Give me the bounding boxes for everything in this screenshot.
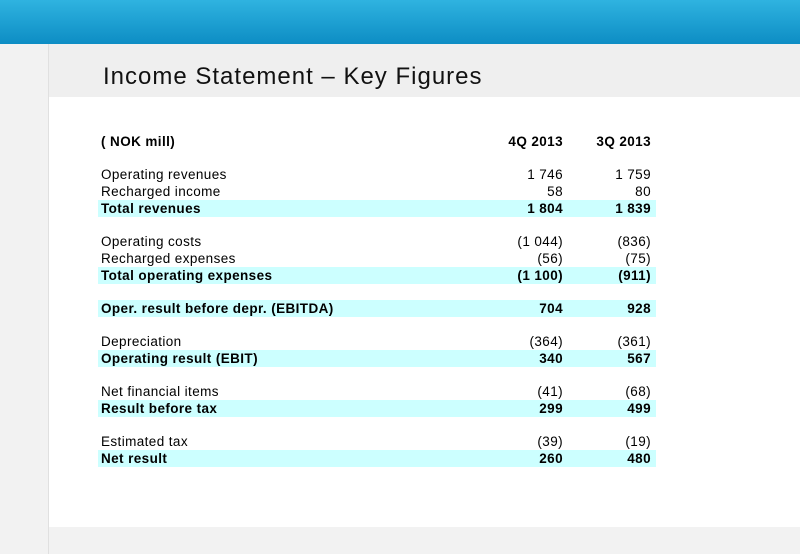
row-value-q3: 1 759 bbox=[615, 167, 651, 182]
row-value-q4: 704 bbox=[539, 301, 563, 316]
header-unit-label: ( NOK mill) bbox=[101, 134, 176, 149]
spacer bbox=[98, 217, 656, 233]
row-label: Total operating expenses bbox=[101, 268, 273, 283]
row-value-q3: (361) bbox=[617, 334, 651, 349]
income-statement-table bbox=[98, 133, 656, 467]
row-value-q3: (68) bbox=[625, 384, 651, 399]
row-value-q4: (1 044) bbox=[517, 234, 563, 249]
row-value-q3: 80 bbox=[635, 184, 651, 199]
row-value-q4: 299 bbox=[539, 401, 563, 416]
header-q4-2013: 4Q 2013 bbox=[508, 134, 563, 149]
table-row bbox=[98, 250, 656, 267]
footer-band bbox=[49, 527, 800, 554]
row-value-q3: 567 bbox=[627, 351, 651, 366]
row-label: Recharged income bbox=[101, 184, 221, 199]
total-row bbox=[98, 200, 656, 217]
row-label: Net financial items bbox=[101, 384, 219, 399]
row-value-q4: (1 100) bbox=[517, 268, 563, 283]
header-bar bbox=[0, 0, 800, 44]
row-label: Depreciation bbox=[101, 334, 182, 349]
total-row bbox=[98, 350, 656, 367]
row-label: Operating result (EBIT) bbox=[101, 351, 258, 366]
row-label: Operating revenues bbox=[101, 167, 227, 182]
table-row bbox=[98, 333, 656, 350]
table-row bbox=[98, 166, 656, 183]
spacer bbox=[98, 284, 656, 300]
row-value-q3: 1 839 bbox=[615, 201, 651, 216]
row-value-q4: 340 bbox=[539, 351, 563, 366]
row-value-q4: 260 bbox=[539, 451, 563, 466]
row-label: Estimated tax bbox=[101, 434, 188, 449]
row-label: Total revenues bbox=[101, 201, 201, 216]
row-value-q3: 499 bbox=[627, 401, 651, 416]
table-header-row bbox=[98, 133, 656, 150]
row-value-q4: (41) bbox=[537, 384, 563, 399]
table-row bbox=[98, 383, 656, 400]
total-row bbox=[98, 450, 656, 467]
row-label: Net result bbox=[101, 451, 168, 466]
row-value-q4: (39) bbox=[537, 434, 563, 449]
row-value-q3: (911) bbox=[618, 268, 651, 283]
row-value-q3: 928 bbox=[627, 301, 651, 316]
spacer bbox=[98, 417, 656, 433]
row-value-q4: 58 bbox=[547, 184, 563, 199]
total-row bbox=[98, 300, 656, 317]
table-row bbox=[98, 233, 656, 250]
row-label: Recharged expenses bbox=[101, 251, 236, 266]
table-row bbox=[98, 433, 656, 450]
total-row bbox=[98, 400, 656, 417]
row-label: Result before tax bbox=[101, 401, 218, 416]
row-value-q3: (19) bbox=[625, 434, 651, 449]
row-value-q4: 1 746 bbox=[527, 167, 563, 182]
total-row bbox=[98, 267, 656, 284]
header-q3-2013: 3Q 2013 bbox=[596, 134, 651, 149]
row-value-q4: (364) bbox=[529, 334, 563, 349]
row-value-q3: (75) bbox=[625, 251, 651, 266]
left-margin-strip bbox=[0, 44, 49, 554]
spacer bbox=[98, 317, 656, 333]
spacer bbox=[98, 150, 656, 166]
row-value-q3: 480 bbox=[627, 451, 651, 466]
page-title: Income Statement – Key Figures bbox=[103, 63, 483, 90]
spacer bbox=[98, 367, 656, 383]
row-value-q4: (56) bbox=[537, 251, 563, 266]
row-label: Operating costs bbox=[101, 234, 202, 249]
row-label: Oper. result before depr. (EBITDA) bbox=[101, 301, 334, 316]
row-value-q3: (836) bbox=[617, 234, 651, 249]
row-value-q4: 1 804 bbox=[527, 201, 563, 216]
table-row bbox=[98, 183, 656, 200]
